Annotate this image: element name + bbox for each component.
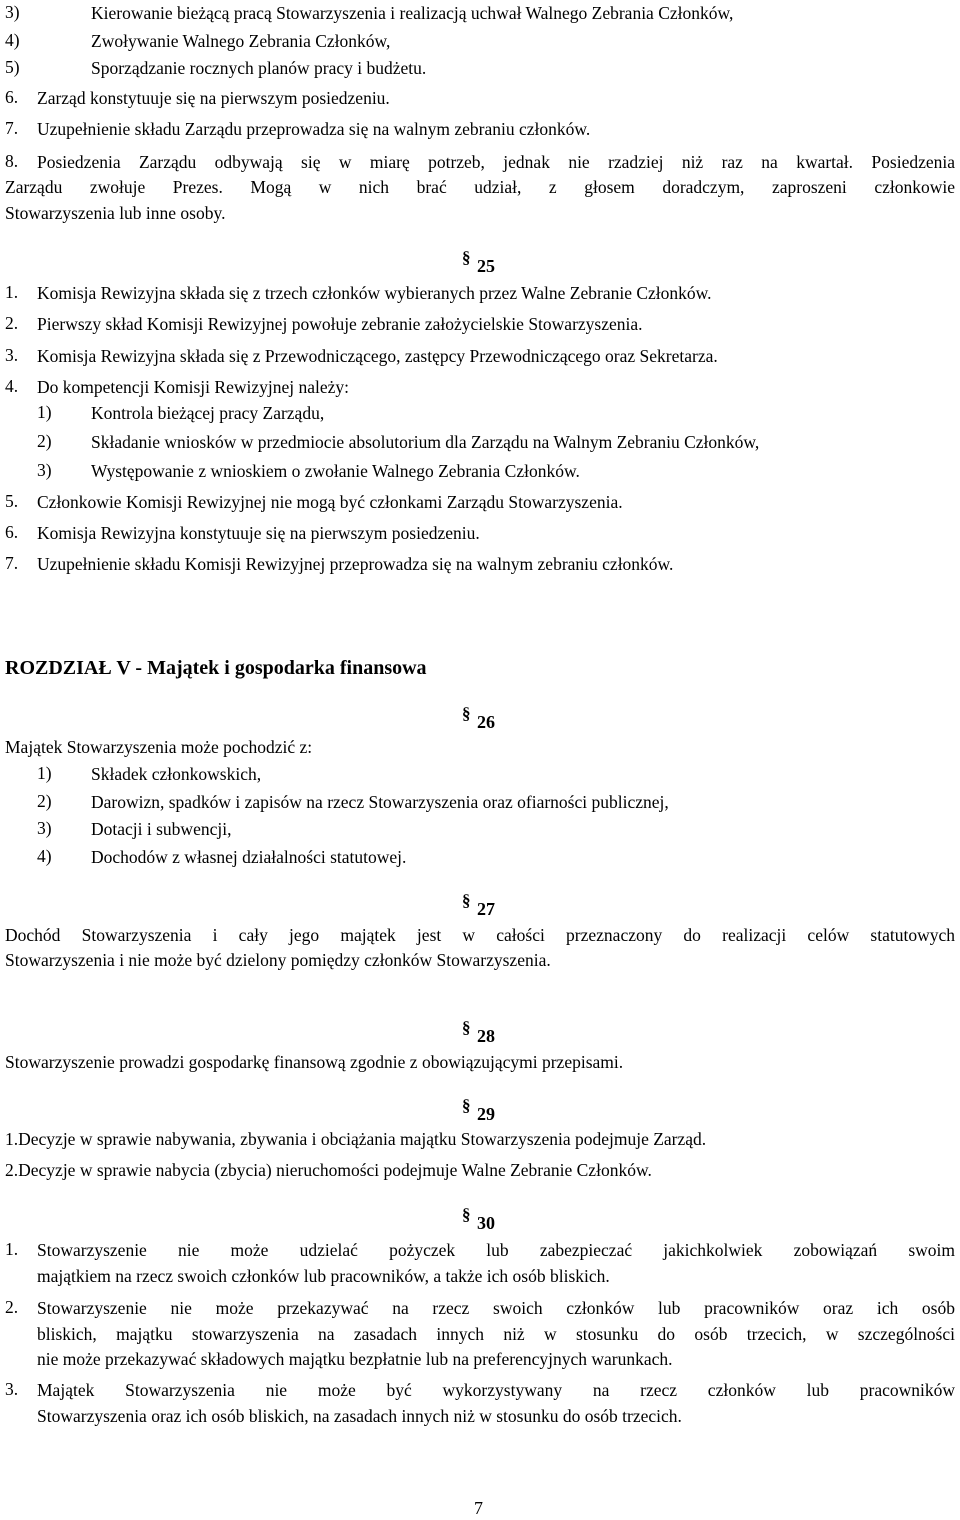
section-value: 25 bbox=[477, 256, 495, 276]
list-item-text: Posiedzenia Zarządu odbywają się w miarę potrzeb, jednak nie rzadziej niż raz na kwartał. Posiedzenia bbox=[37, 152, 955, 172]
list-number: 2. bbox=[5, 1297, 19, 1317]
paragraph-line: Zarządu zwołuje Prezes. Mogą w nich brać udział, z głosem doradczym, zaproszeni członkowie bbox=[5, 177, 955, 197]
list-number: 4) bbox=[5, 30, 20, 50]
paragraph-line: Stowarzyszenie prowadzi gospodarkę finansową zgodnie z obowiązującymi przepisami. bbox=[5, 1052, 624, 1072]
chapter-heading: ROZDZIAŁ V - Majątek i gospodarka finansowa bbox=[5, 657, 427, 679]
list-item-text: Stowarzyszenia oraz ich osób bliskich, na zasadach innych niż w stosunku do osób trzecich. bbox=[37, 1406, 682, 1426]
list-item-text: Występowanie z wnioskiem o zwołanie Walnego Zebrania Członków. bbox=[91, 461, 580, 481]
list-item-text: Kontrola bieżącej pracy Zarządu, bbox=[91, 403, 325, 423]
list-item-text: Komisja Rewizyjna składa się z Przewodniczącego, zastępcy Przewodniczącego oraz Sekretarza. bbox=[37, 346, 718, 366]
list-item-text: Składanie wniosków w przedmiocie absolutorium dla Zarządu na Walnym Zebraniu Członków, bbox=[91, 432, 760, 452]
list-item-text: Darowizn, spadków i zapisów na rzecz Stowarzyszenia oraz ofiarności publicznej, bbox=[91, 792, 669, 812]
section-symbol: § bbox=[462, 704, 471, 723]
list-item-text: Dotacji i subwencji, bbox=[91, 819, 232, 839]
list-item-text: bliskich, majątku stowarzyszenia na zasadach innych niż w stosunku do osób trzecich, w szczególności bbox=[37, 1324, 955, 1344]
list-number: 3) bbox=[37, 460, 52, 480]
paragraph-line: 2.Decyzje w sprawie nabycia (zbycia) nieruchomości podejmuje Walne Zebranie Członków. bbox=[5, 1160, 652, 1180]
list-item-text: Uzupełnienie składu Komisji Rewizyjnej przeprowadza się na walnym zebraniu członków. bbox=[37, 554, 674, 574]
list-number: 3. bbox=[5, 1379, 19, 1399]
list-number: 5) bbox=[5, 57, 20, 77]
list-number: 2. bbox=[5, 313, 19, 333]
page-number: 7 bbox=[474, 1498, 483, 1518]
list-item-text: majątkiem na rzecz swoich członków lub pracowników, a także ich osób bliskich. bbox=[37, 1266, 610, 1286]
section-symbol: § bbox=[462, 1018, 471, 1037]
paragraph-line: Stowarzyszenia lub inne osoby. bbox=[5, 203, 226, 223]
list-item-text: Zarząd konstytuuje się na pierwszym posiedzeniu. bbox=[37, 88, 390, 108]
list-item-text: Stowarzyszenie nie może udzielać pożyczek lub zabezpieczać jakichkolwiek zobowiązań swoim bbox=[37, 1240, 955, 1260]
section-value: 29 bbox=[477, 1104, 495, 1124]
list-item-text: Do kompetencji Komisji Rewizyjnej należy: bbox=[37, 377, 350, 397]
section-value: 28 bbox=[477, 1026, 495, 1046]
section-symbol: § bbox=[462, 1096, 471, 1115]
list-item-text: Majątek Stowarzyszenia nie może być wykorzystywany na rzecz członków lub pracowników bbox=[37, 1380, 955, 1400]
paragraph-line: Stowarzyszenia i nie może być dzielony pomiędzy członków Stowarzyszenia. bbox=[5, 950, 551, 970]
list-number: 3. bbox=[5, 345, 19, 365]
list-number: 1. bbox=[5, 1239, 19, 1259]
list-item-text: Komisja Rewizyjna składa się z trzech członków wybieranych przez Walne Zebranie Członków. bbox=[37, 283, 712, 303]
list-item-text: Dochodów z własnej działalności statutowej. bbox=[91, 847, 407, 867]
paragraph-line: 1.Decyzje w sprawie nabywania, zbywania i obciążania majątku Stowarzyszenia podejmuje Zarząd. bbox=[5, 1129, 707, 1149]
section-symbol: § bbox=[462, 891, 471, 910]
section-symbol: § bbox=[462, 248, 471, 267]
list-number: 4. bbox=[5, 376, 19, 396]
list-number: 2) bbox=[37, 791, 52, 811]
list-number: 4) bbox=[37, 846, 52, 866]
list-item-text: Komisja Rewizyjna konstytuuje się na pierwszym posiedzeniu. bbox=[37, 523, 480, 543]
list-number: 1) bbox=[37, 763, 52, 783]
list-number: 1. bbox=[5, 282, 19, 302]
list-item-text: Sporządzanie rocznych planów pracy i budżetu. bbox=[91, 58, 427, 78]
list-item-text: Kierowanie bieżącą pracą Stowarzyszenia i realizacją uchwał Walnego Zebrania Członków, bbox=[91, 3, 734, 23]
list-number: 6. bbox=[5, 87, 19, 107]
section-value: 26 bbox=[477, 712, 495, 732]
list-item-text: nie może przekazywać składowych majątku bezpłatnie lub na preferencyjnych warunkach. bbox=[37, 1349, 673, 1369]
section-symbol: § bbox=[462, 1205, 471, 1224]
list-item-text: Pierwszy skład Komisji Rewizyjnej powołuje zebranie założycielskie Stowarzyszenia. bbox=[37, 314, 643, 334]
list-number: 3) bbox=[5, 2, 20, 22]
list-item-text: Składek członkowskich, bbox=[91, 764, 262, 784]
list-item-text: Uzupełnienie składu Zarządu przeprowadza się na walnym zebraniu członków. bbox=[37, 119, 591, 139]
list-number: 6. bbox=[5, 522, 19, 542]
paragraph-line: Majątek Stowarzyszenia może pochodzić z: bbox=[5, 737, 313, 757]
list-number: 1) bbox=[37, 402, 52, 422]
list-number: 7. bbox=[5, 118, 19, 138]
list-item-text: Członkowie Komisji Rewizyjnej nie mogą być członkami Zarządu Stowarzyszenia. bbox=[37, 492, 623, 512]
list-number: 5. bbox=[5, 491, 19, 511]
paragraph-line: Dochód Stowarzyszenia i cały jego majątek jest w całości przeznaczony do realizacji celów statutowych bbox=[5, 925, 955, 945]
section-value: 27 bbox=[477, 899, 495, 919]
list-item-text: Zwoływanie Walnego Zebrania Członków, bbox=[91, 31, 391, 51]
list-number: 3) bbox=[37, 818, 52, 838]
list-item-text: Stowarzyszenie nie może przekazywać na rzecz swoich członków lub pracowników oraz ich osób bbox=[37, 1298, 955, 1318]
section-value: 30 bbox=[477, 1213, 495, 1233]
list-number: 8. bbox=[5, 151, 19, 171]
list-number: 7. bbox=[5, 553, 19, 573]
list-number: 2) bbox=[37, 431, 52, 451]
